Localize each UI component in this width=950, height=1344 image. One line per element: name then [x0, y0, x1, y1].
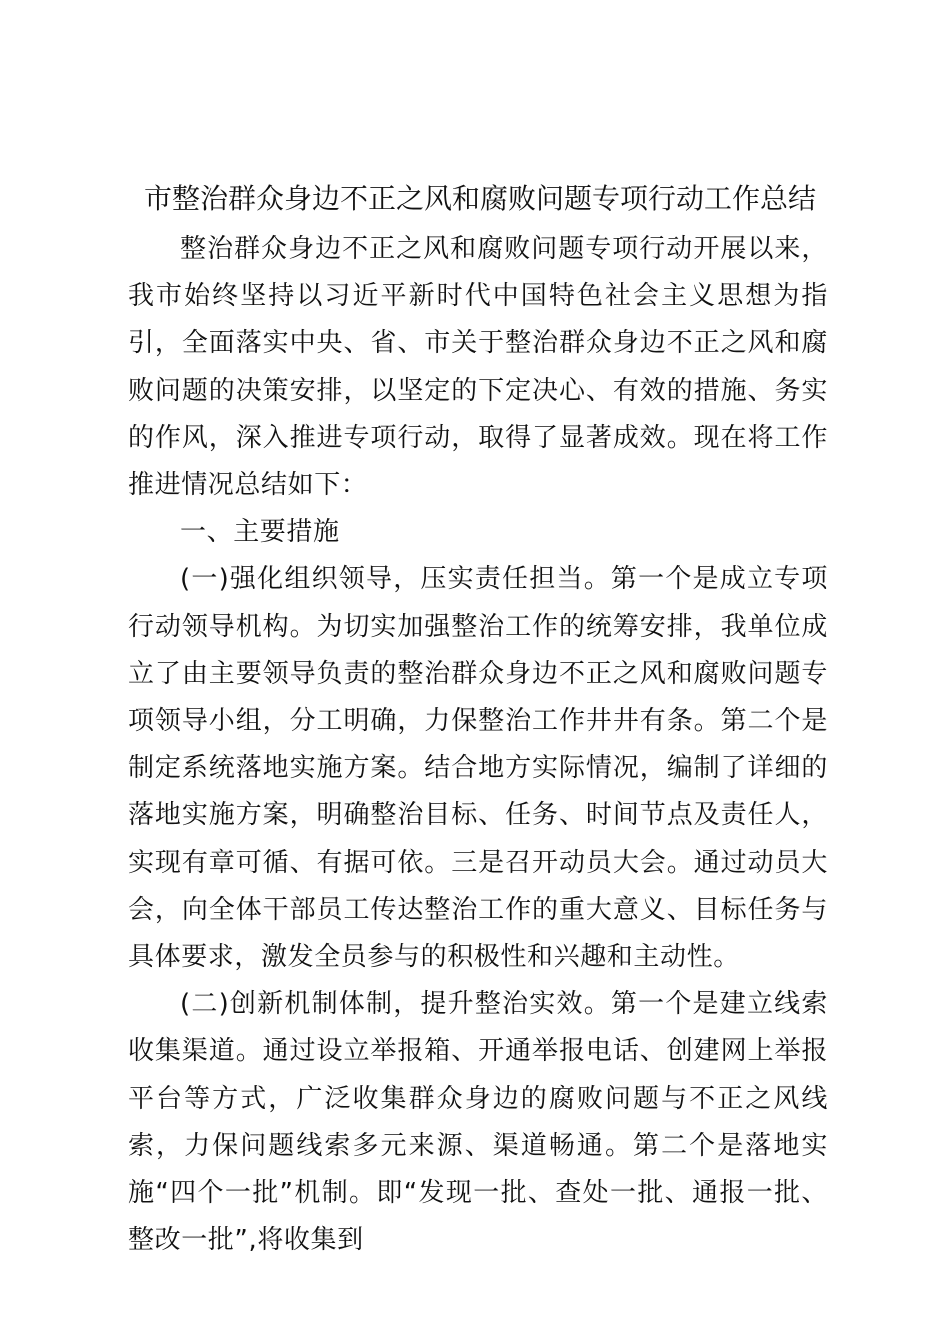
intro-paragraph: 整治群众身边不正之风和腐败问题专项行动开展以来，我市始终坚持以习近平新时代中国特色社会主义思想为指引，全面落实中央、省、市关于整治群众身边不正之风和腐败问题的决策安排，以坚定的下定决心、有效的措施、务实的作风，深入推进专项行动，取得了显著成效。现在将工作推进情况总结如下：	[128, 234, 828, 501]
document-body	[128, 226, 828, 1264]
measure-paragraph-2: (二)创新机制体制，提升整治实效。第一个是建立线索收集渠道。通过设立举报箱、开通举报电话、创建网上举报平台等方式，广泛收集群众身边的腐败问题与不正之风线索，力保问题线索多元来源、渠道畅通。第二个是落地实施“四个一批”机制。即“发现一批、查处一批、通报一批、整改一批”,将收集到	[128, 989, 828, 1256]
measure-paragraph-1: (一)强化组织领导，压实责任担当。第一个是成立专项行动领导机构。为切实加强整治工作的统筹安排，我单位成立了由主要领导负责的整治群众身边不正之风和腐败问题专项领导小组，分工明确，力保整治工作井井有条。第二个是制定系统落地实施方案。结合地方实际情况，编制了详细的落地实施方案，明确整治目标、任务、时间节点及责任人，实现有章可循、有据可依。三是召开动员大会。通过动员大会，向全体干部员工传达整治工作的重大意义、目标任务与具体要求，激发全员参与的积极性和兴趣和主动性。	[128, 564, 828, 973]
document-title: 市整治群众身边不正之风和腐败问题专项行动工作总结	[143, 182, 816, 215]
section-heading: 一、主要措施	[180, 517, 340, 548]
